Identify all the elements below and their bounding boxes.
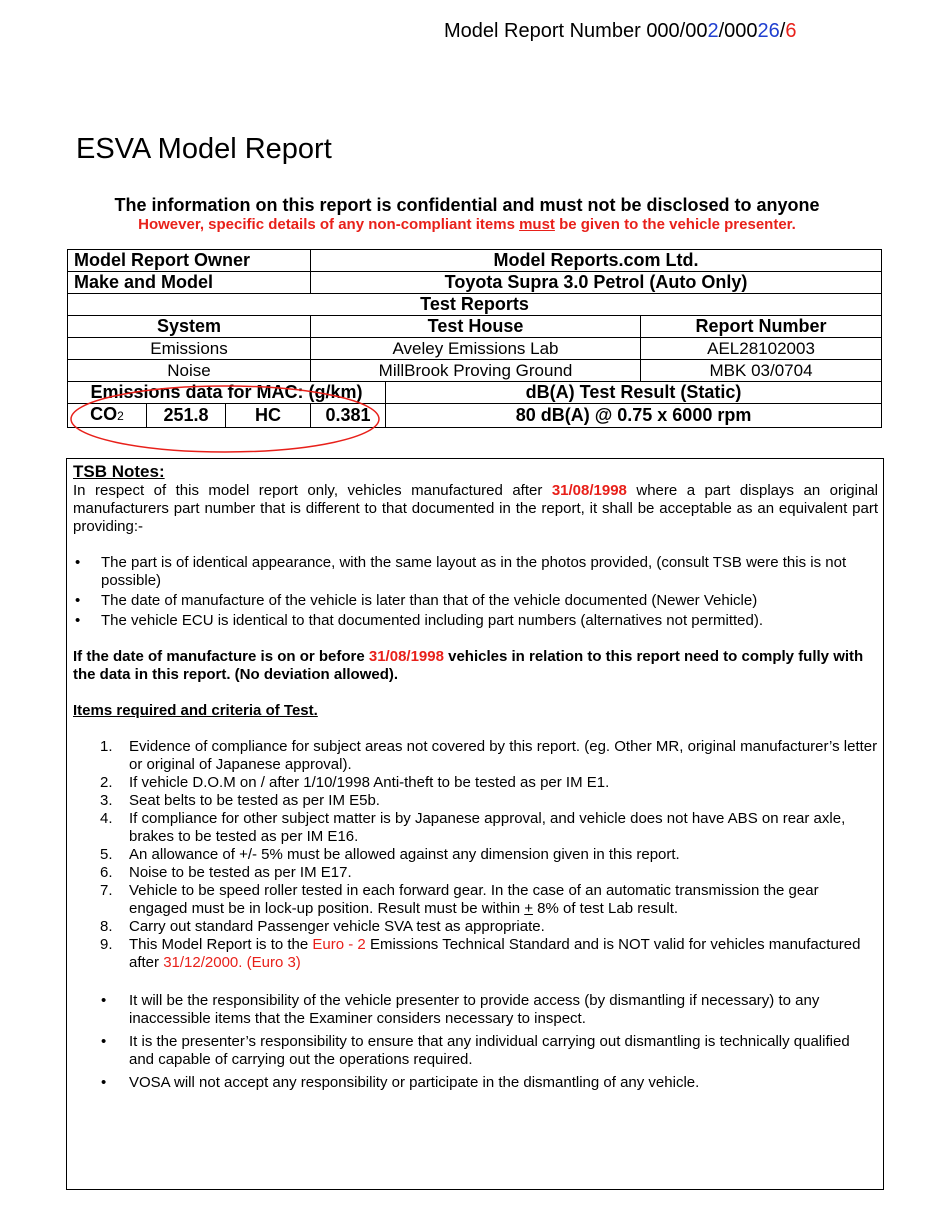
page-title: ESVA Model Report — [76, 133, 332, 165]
test-reports-row — [68, 294, 882, 316]
model-report-number: Model Report Number 000/002/00026/6 — [444, 20, 797, 42]
bullet-icon: • — [75, 554, 81, 571]
owner-label: Model Report Owner — [68, 250, 311, 272]
make-value: Toyota Supra 3.0 Petrol (Auto Only) — [311, 272, 882, 294]
report-info-table — [67, 249, 882, 428]
tsb-intro: In respect of this model report only, vehicles manufactured after 31/08/1998 where a part displays an original manufacturers part number that is different to that documented in the report, it shall be acceptable as an equivalent part providing:- — [73, 482, 878, 535]
list-item: 8. Carry out standard Passenger vehicle SVA test as appropriate. — [100, 918, 545, 935]
report-number-cell: MBK 03/0704 — [641, 360, 882, 382]
test-house-header: Test House — [311, 316, 641, 338]
test-reports-header-row — [68, 316, 882, 338]
conditions-list — [73, 554, 878, 630]
list-item: 3. Seat belts to be tested as per IM E5b. — [100, 792, 380, 809]
hc-value: 0.381 — [311, 404, 386, 428]
owner-value: Model Reports.com Ltd. — [311, 250, 882, 272]
mac-label: Emissions data for MAC: (g/km) — [68, 382, 386, 404]
confidential-subnotice: However, specific details of any non-compliant items must be given to the vehicle presenter. — [138, 216, 796, 233]
system-header: System — [68, 316, 311, 338]
list-item: • The vehicle ECU is identical to that documented including part numbers (alternatives not permitted). — [75, 612, 763, 629]
tsb-notes-content — [73, 462, 878, 1097]
list-item: • VOSA will not accept any responsibility or participate in the dismantling of any vehicle. — [101, 1074, 700, 1091]
criteria-list — [73, 738, 878, 972]
list-item: • The date of manufacture of the vehicle is later than that of the vehicle documented (Newer Vehicle) — [75, 592, 758, 609]
list-item: • It is the presenter’s responsibility to ensure that any individual carrying out dismantling is technically qualified and capable of carrying out the operations required. — [101, 1033, 850, 1068]
list-item: 6. Noise to be tested as per IM E17. — [100, 864, 352, 881]
report-number-header: Report Number — [641, 316, 882, 338]
test-house-cell: MillBrook Proving Ground — [311, 360, 641, 382]
bullet-icon: • — [101, 1074, 107, 1091]
list-item: 2. If vehicle D.O.M on / after 1/10/1998 Anti-theft to be tested as per IM E1. — [100, 774, 610, 791]
bullet-icon: • — [101, 1033, 107, 1050]
bullet-icon: • — [75, 612, 81, 629]
list-item: • It will be the responsibility of the vehicle presenter to provide access (by dismantling if necessary) to any inaccessible items that the Examiner considers necessary to inspect. — [101, 992, 820, 1027]
co2-value: 251.8 — [147, 404, 226, 428]
make-row — [68, 272, 882, 294]
list-item: 9. This Model Report is to the Euro - 2 Emissions Technical Standard and is NOT valid for vehicles manufactured after 31/12/2000. (Euro 3) — [100, 936, 861, 971]
list-item: 1. Evidence of compliance for subject areas not covered by this report. (eg. Other MR, original manufacturer’s letter or original of Japanese approval). — [100, 738, 878, 773]
emissions-values-row — [68, 404, 882, 428]
bullet-icon: • — [101, 992, 107, 1009]
list-item: • The part is of identical appearance, with the same layout as in the photos provided, (consult TSB were this is not possible) — [75, 554, 847, 589]
co2-label: CO2 — [68, 404, 147, 428]
db-label: dB(A) Test Result (Static) — [386, 382, 882, 404]
table-row — [68, 360, 882, 382]
items-heading: Items required and criteria of Test. — [73, 702, 318, 719]
bullet-icon: • — [75, 592, 81, 609]
list-item: 4. If compliance for other subject matter is by Japanese approval, and vehicle does not have ABS on rear axle, brakes to be tested as per IM E16. — [100, 810, 846, 845]
list-item: 7. Vehicle to be speed roller tested in each forward gear. In the case of an automatic transmission the gear engaged must be in lock-up position. Result must be within + 8% of test Lab result. — [100, 882, 819, 917]
emissions-header-row — [68, 382, 882, 404]
confidential-notice: The information on this report is confidential and must not be disclosed to anyone — [114, 195, 820, 215]
report-number-cell: AEL28102003 — [641, 338, 882, 360]
make-label: Make and Model — [68, 272, 311, 294]
test-house-cell: Aveley Emissions Lab — [311, 338, 641, 360]
list-item: 5. An allowance of +/- 5% must be allowed against any dimension given in this report. — [100, 846, 680, 863]
responsibility-list — [73, 992, 878, 1092]
compliance-note: If the date of manufacture is on or before 31/08/1998 vehicles in relation to this report need to comply fully with the data in this report. (No deviation allowed). — [73, 648, 864, 683]
owner-row — [68, 250, 882, 272]
table-row — [68, 338, 882, 360]
system-cell: Emissions — [68, 338, 311, 360]
db-value: 80 dB(A) @ 0.75 x 6000 rpm — [386, 404, 882, 428]
tsb-notes-heading: TSB Notes: — [73, 462, 165, 481]
test-reports-heading: Test Reports — [68, 294, 882, 316]
system-cell: Noise — [68, 360, 311, 382]
hc-label: HC — [226, 404, 311, 428]
